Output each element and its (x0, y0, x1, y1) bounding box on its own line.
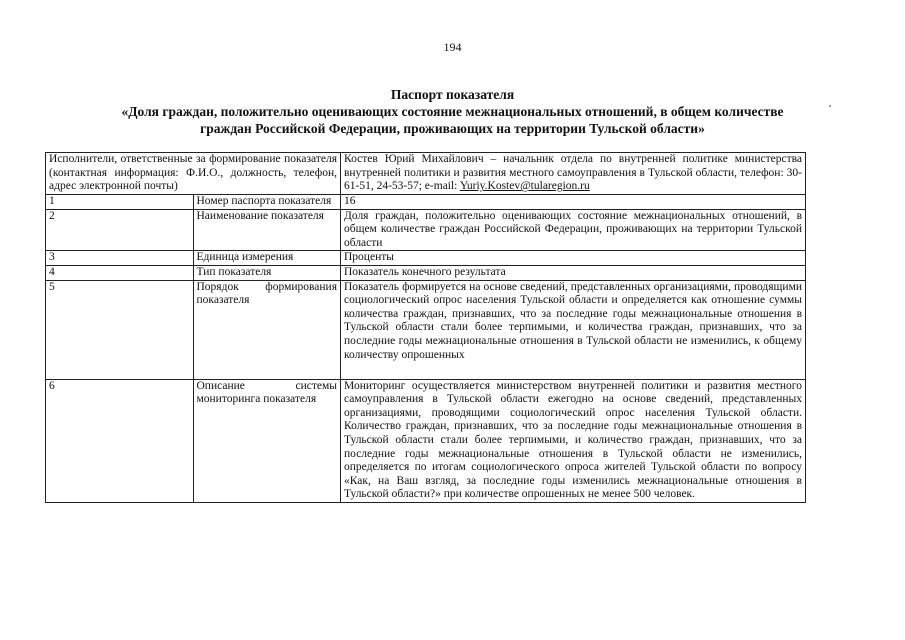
header-label: Исполнители, ответственные за формирование показателя (контактная информация: Ф.И.О., должность, телефон, адрес электронной почты) (46, 153, 341, 195)
table-row-2 (46, 209, 806, 251)
row-label: Порядок формирования показателя (193, 280, 341, 379)
passport-table (45, 152, 806, 503)
row-number: 3 (46, 251, 194, 266)
email-link[interactable]: Yuriy.Kostev@tularegion.ru (459, 180, 590, 193)
row-number: 1 (46, 195, 194, 210)
row-number: 2 (46, 209, 194, 251)
row-value: Доля граждан, положительно оценивающих состояние межнациональных отношений, в общем количестве граждан Российской Федерации, проживающих на территории Тульской области (341, 209, 806, 251)
page-number: 194 (443, 40, 462, 54)
header-value-text: Костев Юрий Михайлович – начальник отдела по внутренней политике министерства внутренней политики и развития местного самоуправления в Тульской области, телефон: 30-61-51, 24-53-57; e-mail: (344, 153, 802, 193)
row-label: Тип показателя (193, 265, 341, 280)
table-row-3 (46, 251, 806, 266)
row-label: Номер паспорта показателя (193, 195, 341, 210)
header-value (341, 153, 806, 195)
header-row (46, 153, 806, 195)
row-value: Проценты (341, 251, 806, 266)
document-title (50, 86, 855, 137)
row-value: Показатель конечного результата (341, 265, 806, 280)
title-line-3: граждан Российской Федерации, проживающих на территории Тульской области» (200, 121, 705, 136)
table-row-4 (46, 265, 806, 280)
row-value: 16 (341, 195, 806, 210)
row-label: Наименование показателя (193, 209, 341, 251)
row-number: 6 (46, 379, 194, 502)
stray-mark: ' (829, 103, 831, 115)
row-label: Описание системы мониторинга показателя (193, 379, 341, 502)
table-row-1 (46, 195, 806, 210)
title-line-2: «Доля граждан, положительно оценивающих состояние межнациональных отношений, в общем количестве (121, 104, 784, 119)
title-line-1: Паспорт показателя (390, 87, 515, 102)
row-number: 4 (46, 265, 194, 280)
row-label: Единица измерения (193, 251, 341, 266)
table-row-6 (46, 379, 806, 502)
row-value: Показатель формируется на основе сведений, представленных организациями, проводящими социологический опрос населения Тульской области и определяется как отношение суммы количества граждан, признавших, что за последние годы межнациональные отношения в Тульской области стали более терпимыми, и количества граждан, признавших, что за последние годы межнациональные отношения в Тульской области не изменились, к общему количеству опрошенных (341, 280, 806, 379)
row-number: 5 (46, 280, 194, 379)
row-value: Мониторинг осуществляется министерством внутренней политики и развития местного самоуправления в Тульской области ежегодно на основе сведений, представленных организациями, проводящими социологический опрос населения Тульской области. Количество граждан, признавших, что за последние годы межнациональные отношения в Тульской области стали более терпимыми, и количество граждан, признавших, что за последние годы межнациональные отношения в Тульской области не изменились, определяется по итогам социологического опроса жителей Тульской области по вопросу «Как, на Ваш взгляд, за последние годы изменились межнациональные отношения в Тульской области?» при количестве опрошенных не менее 500 человек. (341, 379, 806, 502)
table-row-5 (46, 280, 806, 379)
